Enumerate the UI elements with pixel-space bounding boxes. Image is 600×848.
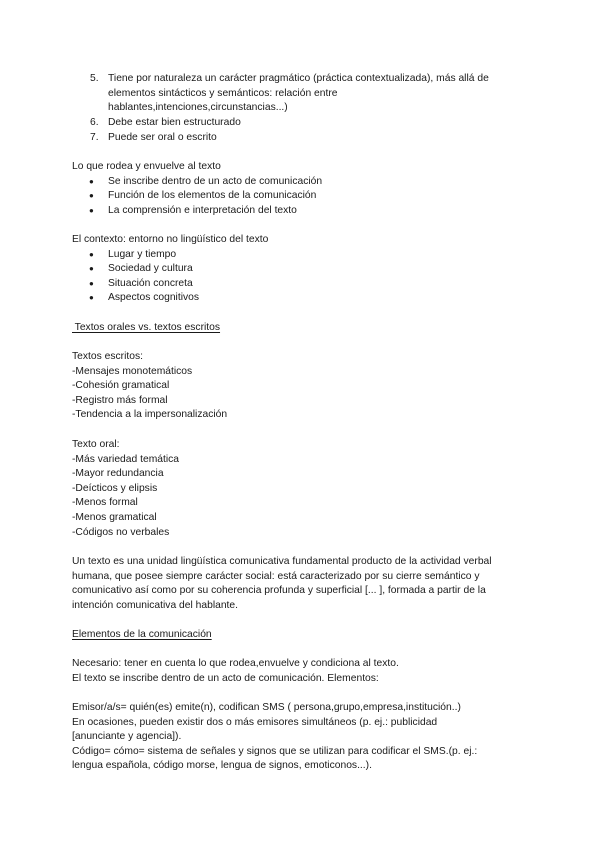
bullet-item: La comprensión e interpretación del texto xyxy=(108,204,297,216)
list-line: -Menos gramatical xyxy=(72,512,157,523)
bullet-icon: ● xyxy=(89,176,94,186)
list-line: -Tendencia a la impersonalización xyxy=(72,409,228,421)
paragraph-line: intención comunicativa del hablante. xyxy=(72,599,239,611)
paragraph-line: humana, que posee siempre carácter social: está caracterizado por su cierre semántico y xyxy=(72,570,480,582)
list-line: -Deícticos y elipsis xyxy=(72,482,158,494)
bullet-icon: ● xyxy=(89,205,94,215)
bullet-item: Función de los elementos de la comunicación xyxy=(108,190,317,202)
bullet-icon: ● xyxy=(89,191,94,201)
paragraph-line: Necesario: tener en cuenta lo que rodea,envuelve y condiciona al texto. xyxy=(72,658,399,669)
section-heading: Lo que rodea y envuelve al texto xyxy=(72,161,221,172)
list-item-text: Debe estar bien estructurado xyxy=(108,117,241,128)
bullet-item: Lugar y tiempo xyxy=(108,248,177,260)
paragraph-line: En ocasiones, pueden existir dos o más emisores simultáneos (p. ej.: publicidad xyxy=(72,716,438,728)
bullet-item: Se inscribe dentro de un acto de comunicación xyxy=(108,175,323,187)
section-heading: El contexto: entorno no lingüístico del texto xyxy=(72,234,269,245)
bullet-icon: ● xyxy=(89,249,94,259)
bullet-item: Situación concreta xyxy=(108,277,193,289)
bullet-icon: ● xyxy=(89,278,94,288)
paragraph-line: Un texto es una unidad lingüística comunicativa fundamental producto de la actividad verbal xyxy=(72,556,492,567)
paragraph-line: Emisor/a/s= quién(es) emite(n), codifican SMS ( persona,grupo,empresa,institución..) xyxy=(72,702,461,713)
subsection-heading: Texto oral: xyxy=(72,439,120,450)
list-number: 5. xyxy=(90,73,99,84)
list-line: -Cohesión gramatical xyxy=(72,380,170,392)
bullet-item: Sociedad y cultura xyxy=(108,263,193,275)
list-line: -Códigos no verbales xyxy=(72,526,170,538)
paragraph-line: [anunciante y agencia]). xyxy=(72,731,182,743)
paragraph-line: comunicativo así como por su coherencia profunda y superficial [... ], formada a partir de la xyxy=(72,585,486,597)
list-number: 7. xyxy=(90,131,99,143)
list-item-text: elementos sintácticos y semánticos: relación entre xyxy=(108,87,338,99)
bullet-icon: ● xyxy=(89,293,94,303)
list-line: -Menos formal xyxy=(72,497,138,509)
paragraph-line: lengua española, código morse, lengua de signos, emoticonos...). xyxy=(72,760,372,772)
list-item-text: hablantes,intenciones,circunstancias...) xyxy=(108,102,288,114)
list-item-text: Tiene por naturaleza un carácter pragmático (práctica contextualizada), más allá de xyxy=(108,73,489,84)
list-line: -Registro más formal xyxy=(72,394,168,406)
paragraph-line: Código= cómo= sistema de señales y signos que se utilizan para codificar el SMS.(p. ej.: xyxy=(72,745,478,757)
list-line: -Mensajes monotemáticos xyxy=(72,365,193,377)
list-number: 6. xyxy=(90,117,99,128)
subsection-heading: Textos escritos: xyxy=(72,351,143,362)
section-title: Elementos de la comunicación xyxy=(72,629,212,640)
list-line: -Mayor redundancia xyxy=(72,468,164,480)
paragraph-line: El texto se inscribe dentro de un acto de comunicación. Elementos: xyxy=(72,672,379,684)
list-line: -Más variedad temática xyxy=(72,453,180,465)
list-item-text: Puede ser oral o escrito xyxy=(108,131,217,143)
section-title: Textos orales vs. textos escritos xyxy=(72,322,221,333)
bullet-item: Aspectos cognitivos xyxy=(108,292,200,304)
bullet-icon: ● xyxy=(89,264,94,274)
